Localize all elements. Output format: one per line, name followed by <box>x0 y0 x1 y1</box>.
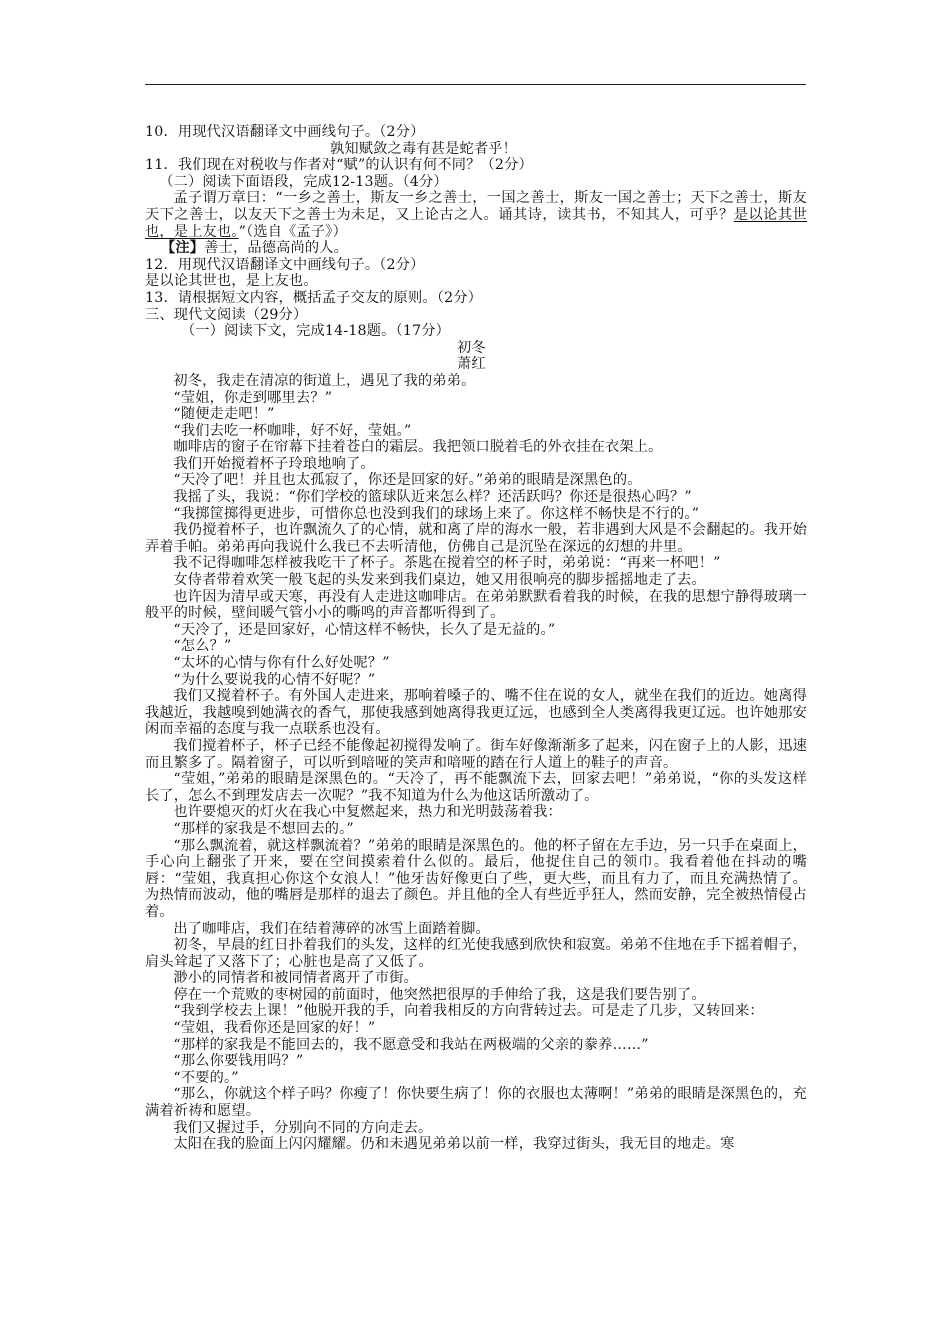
story-paragraph: “莹姐，”弟弟的眼睛是深黑色的。“天冷了，再不能飘流下去，回家去吧！”弟弟说，“你的头发这样长了，怎么不到理发店去一次呢？”我不知道为什么为他这话所激动了。 <box>145 771 807 804</box>
story-paragraph: “不要的。” <box>173 1069 239 1086</box>
story-paragraph: 也许要熄灭的灯火在我心中复燃起来，热力和光明鼓荡着我： <box>173 804 562 821</box>
note-text: 善士，品德高尚的人。 <box>204 240 349 257</box>
story-body <box>145 373 807 1153</box>
story-paragraph: “随便走走吧！” <box>173 406 275 423</box>
story-paragraph: “那么，你就这个样子吗？你瘦了！你快要生病了！你的衣服也太薄啊！”弟弟的眼睛是深黑色的，充满着祈祷和愿望。 <box>145 1086 807 1120</box>
story-paragraph: 初冬，早晨的红日扑着我们的头发，这样的红光使我感到欣快和寂寞。弟弟不住地在手下摇着帽子，肩头耸起了又落下了；心脏也是高了又低了。 <box>145 937 807 970</box>
story-paragraph: “为什么要说我的心情不好呢？” <box>173 671 376 688</box>
story-paragraph: 初冬，我走在清凉的街道上，遇见了我的弟弟。 <box>173 372 476 389</box>
story-paragraph: 出了咖啡店，我们在结着薄碎的冰雪上面踏着脚。 <box>173 920 490 937</box>
story-paragraph: 我摇了头，我说：“你们学校的篮球队近来怎么样？还活跃吗？你还是很热心吗？” <box>173 489 692 506</box>
story-author: 萧红 <box>457 356 486 373</box>
story-paragraph: “天冷了吧！并且也太孤寂了，你还是回家的好。”弟弟的眼睛是深黑色的。 <box>173 472 642 489</box>
mencius-passage <box>145 190 807 240</box>
story-paragraph: “我到学校去上课！”他脱开我的手，向着我相反的方向背转过去。可是走了几步，又转回来： <box>173 1003 764 1020</box>
story-paragraph: “太坏的心情与你有什么好处呢？” <box>173 655 390 671</box>
story-paragraph: “那么你要钱用吗？” <box>173 1053 304 1070</box>
story-paragraph: “我们去吃一杯咖啡，好不好，莹姐。” <box>173 422 412 439</box>
story-paragraph: 女侍者带着欢笑一般飞起的头发来到我们桌边，她又用很响亮的脚步摇摇地走了去。 <box>173 572 706 589</box>
question-10: 10．用现代汉语翻译文中画线句子。（2分） <box>145 124 425 140</box>
section-2-heading: （二）阅读下面语段，完成12-13题。（4分） <box>159 173 448 190</box>
story-paragraph: “莹姐，你走到哪里去？” <box>173 389 333 406</box>
document-body <box>145 124 807 1153</box>
part-3-heading: 三、现代文阅读（29分） <box>145 306 308 323</box>
story-paragraph: 我们开始搅着杯子玲琅地响了。 <box>173 455 375 472</box>
story-paragraph: “那样的家我是不想回去的。” <box>173 820 354 837</box>
story-paragraph: 我们又握过手，分别向不同的方向走去。 <box>173 1119 433 1136</box>
story-paragraph: 渺小的同情者和被同情者离开了市街。 <box>173 970 418 987</box>
story-paragraph: 也许因为清早或天寒，再没有人走进这咖啡店。在弟弟默默看着我的时候，在我的思想宁静得玻璃一般平的时候，壁间暖气管小小的嘶鸣的声音都听得到了。 <box>145 588 807 622</box>
note <box>145 240 807 257</box>
story-paragraph: “我掷筐掷得更进步，可惜你总也没到我们的球场上来了。你这样不畅快是不行的。” <box>173 505 700 522</box>
question-12: 12．用现代汉语翻译文中画线句子。（2分） <box>145 256 425 273</box>
header-rule <box>145 84 806 85</box>
story-paragraph: “天冷了，还是回家好，心情这样不畅快，长久了是无益的。” <box>173 621 556 638</box>
question-12-answer: 是以论其世也，是上友也。 <box>145 273 318 290</box>
question-10-quote: 孰知赋敛之毒有甚是蛇者乎！ <box>330 140 518 157</box>
story-paragraph: 我们又搅着杯子。有外国人走进来，那响着嗓子的、嘴不住在说的女人，就坐在我们的近边。她离得我越近，我越嗅到她满衣的香气，那使我感到她离得我更辽远，也感到全人类离得我更辽远。也许她那安闲而幸福的态度与我一点联系也没有。 <box>145 688 807 738</box>
story-paragraph: 我不记得咖啡怎样被我吃干了杯子。茶匙在搅着空的杯子时，弟弟说：“再来一杯吧！” <box>173 555 721 572</box>
story-paragraph: “那么飘流着，就这样飘流着？”弟弟的眼睛是深黑色的。他的杯子留在左手边，另一只手在桌面上，手心向上翻张了开来，要在空间摸索着什么似的。最后，他捉住自己的领巾。我看着他在抖动的嘴唇：“莹姐，我真担心你这个女浪人！”他牙齿好像更白了些，更大些，而且有力了，而且充满热情了。为热情而波动，他的嘴唇是那样的退去了颜色。并且他的全人有些近乎狂人，然而安静，完全被热情侵占着。 <box>145 837 807 920</box>
story-paragraph: 咖啡店的窗子在帘幕下挂着苍白的霜层。我把领口脱着毛的外衣挂在衣架上。 <box>173 439 663 456</box>
story-paragraph: “莹姐，我看你还是回家的好！” <box>173 1020 376 1037</box>
mencius-source: ”（选自《孟子》） <box>238 223 347 240</box>
story-title: 初冬 <box>457 339 486 356</box>
story-paragraph: “怎么？” <box>173 638 232 655</box>
mencius-text: 孟子谓万章曰：“一乡之善士，斯友一乡之善士，一国之善士，斯友一国之善士；天下之善士，斯友天下之善士，以友天下之善士为未足，又上论古之人。诵其诗，读其书，不知其人，可乎？ <box>145 190 807 223</box>
story-paragraph: 太阳在我的脸面上闪闪耀耀。仍和未遇见弟弟以前一样，我穿过街头，我无目的地走。寒 <box>173 1136 735 1153</box>
part-3-subheading: （一）阅读下文，完成14-18题。（17分） <box>181 323 451 340</box>
story-paragraph: 停在一个荒败的枣树园的前面时，他突然把很厚的手伸给了我，这是我们要告别了。 <box>173 986 706 1003</box>
story-paragraph: “那样的家我是不能回去的，我不愿意受和我站在两极端的父亲的豢养……” <box>173 1036 649 1053</box>
note-label: 【注】 <box>161 240 205 257</box>
mencius-underlined-sentence: 是以论其世也，是上友也。 <box>145 206 807 240</box>
question-13: 13．请根据短文内容，概括孟子交友的原则。（2分） <box>145 289 483 306</box>
story-paragraph: 我们搅着杯子，杯子已经不能像起初搅得发响了。街车好像渐渐多了起来，闪在窗子上的人影，迅速而且繁多了。隔着窗子，可以听到喑哑的笑声和喑哑的踏在行人道上的鞋子的声音。 <box>145 737 807 771</box>
question-11: 11．我们现在对税收与作者对“赋”的认识有何不同？（2分） <box>145 157 533 174</box>
story-paragraph: 我仍搅着杯子，也许飘流久了的心情，就和离了岸的海水一般，若非遇到大风是不会翻起的。我开始弄着手帕。弟弟再向我说什么我已不去听清他，仿佛自己是沉坠在深远的幻想的井里。 <box>145 522 807 555</box>
